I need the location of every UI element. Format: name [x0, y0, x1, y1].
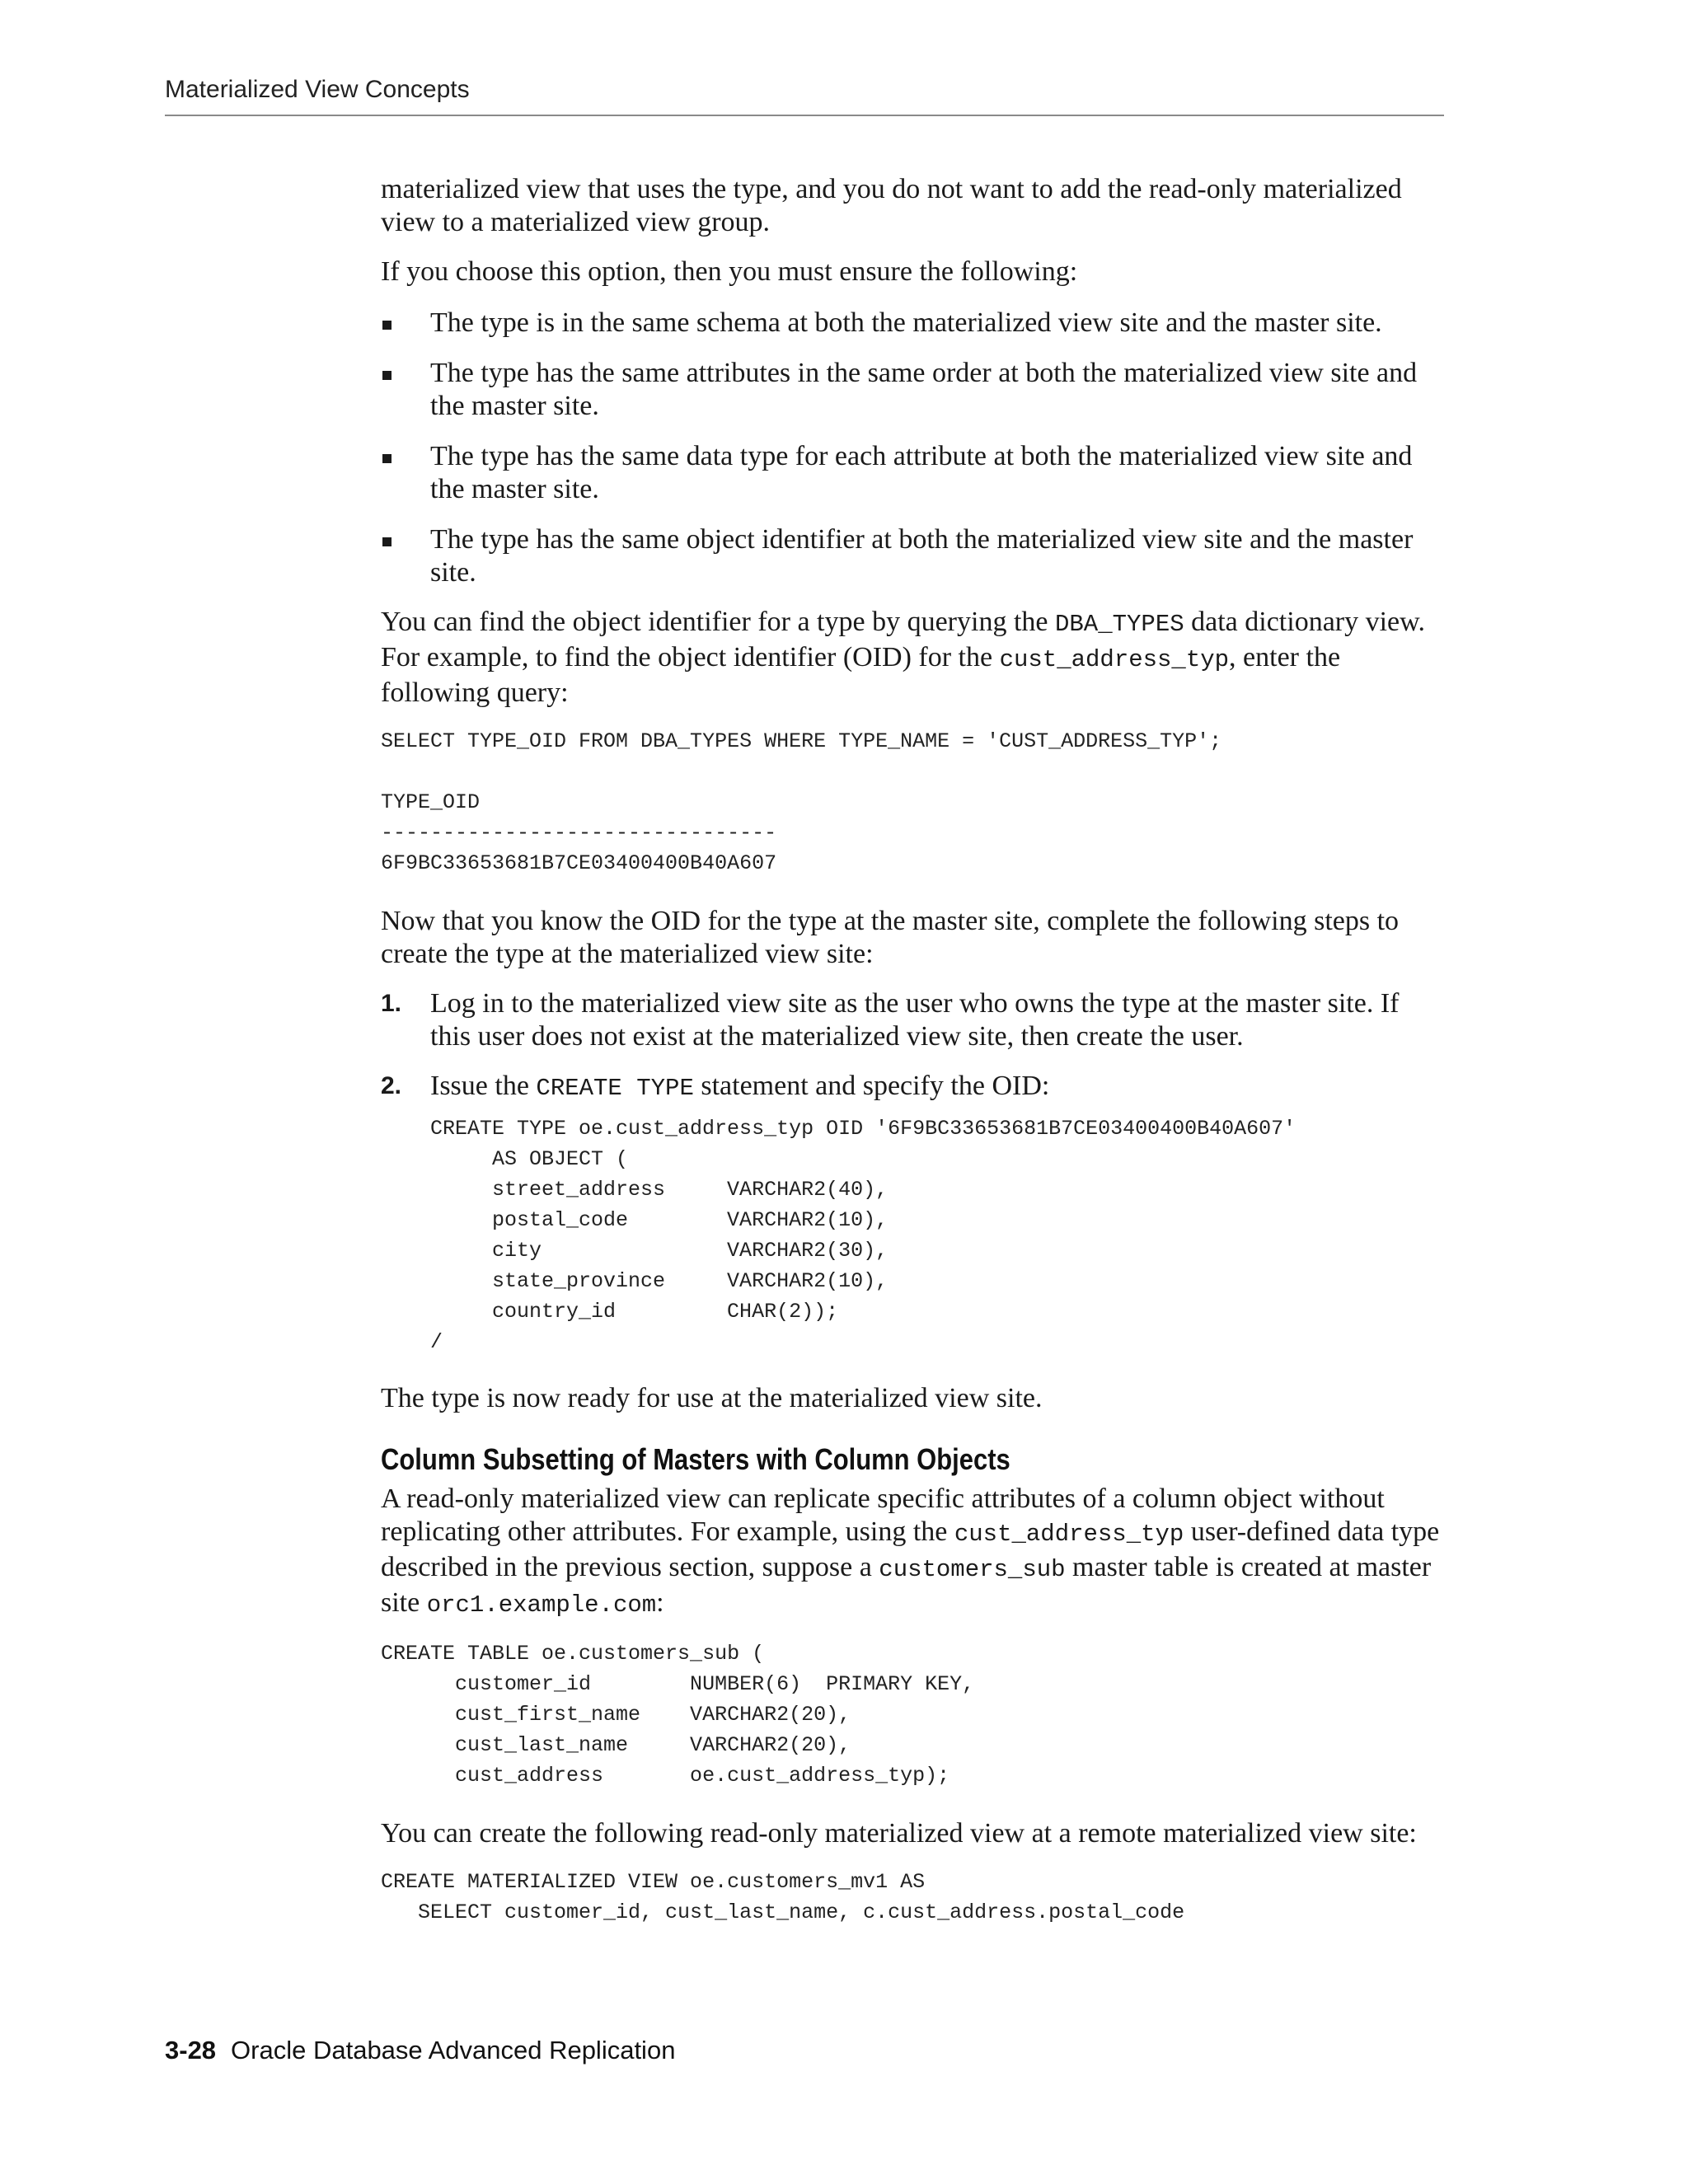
create-mv-paragraph: You can create the following read-only materialized view at a remote materialized view site: — [381, 1818, 1417, 1849]
create-mv-code-block: CREATE MATERIALIZED VIEW oe.customers_mv1 AS SELECT customer_id, cust_last_name, c.cust_address.postal_code — [381, 1870, 1185, 1924]
page-number: 3-28 — [165, 2036, 217, 2064]
header-divider — [165, 115, 1444, 116]
list-item — [381, 307, 1444, 340]
square-bullet-icon — [382, 371, 392, 380]
list-item — [381, 523, 1444, 589]
query-code-block: SELECT TYPE_OID FROM DBA_TYPES WHERE TYPE_NAME = 'CUST_ADDRESS_TYP'; TYPE_OID -------------------------------- 6F9BC33653681B7CE03400400B40A607 — [381, 729, 1222, 875]
square-bullet-icon — [382, 537, 392, 546]
inline-code: cust_address_typ — [954, 1521, 1184, 1548]
step-text: Log in to the materialized view site as the user who owns the type at the master site. If this user does not exist at the materialized view site, then create the user. — [430, 988, 1400, 1052]
step-item — [381, 1070, 1444, 1105]
inline-code: cust_address_typ — [999, 646, 1230, 673]
text-run: : — [656, 1587, 664, 1618]
text-run: , enter the following query: — [381, 642, 1341, 708]
step-number: 2. — [381, 1072, 402, 1099]
square-bullet-icon — [382, 321, 392, 330]
inline-code: orc1.example.com — [426, 1591, 657, 1619]
inline-code: CREATE TYPE — [536, 1075, 694, 1102]
steps-list — [381, 987, 1444, 1105]
ready-paragraph: The type is now ready for use at the materialized view site. — [381, 1383, 1043, 1413]
list-item-text: The type is in the same schema at both the materialized view site and the master site. — [430, 307, 1382, 338]
next-steps-paragraph: Now that you know the OID for the type at the master site, complete the following steps to create the type at the materialized view site: — [381, 906, 1400, 969]
step-item — [381, 987, 1444, 1053]
create-table-code-block: CREATE TABLE oe.customers_sub ( customer_id NUMBER(6) PRIMARY KEY, cust_first_name VARCHAR2(20), cust_last_name VARCHAR2(20), cust_address oe.cust_address_typ); — [381, 1642, 975, 1788]
running-header: Materialized View Concepts — [165, 76, 470, 103]
choose-option-paragraph: If you choose this option, then you must ensure the following: — [381, 256, 1078, 287]
list-item — [381, 357, 1444, 423]
page-body — [381, 173, 1444, 1928]
square-bullet-icon — [382, 454, 392, 463]
text-run: data dictionary view. For example, to find the object identifier (OID) for the — [381, 607, 1425, 673]
list-item-text: The type has the same attributes in the same order at both the materialized view site and the master site. — [430, 358, 1418, 421]
create-type-code-block: CREATE TYPE oe.cust_address_typ OID '6F9BC33653681B7CE03400400B40A607' AS OBJECT ( street_address VARCHAR2(40), postal_code VARCHAR2(10), city VARCHAR2(30), state_province VARCHAR2(10), country_id CHAR(2)); / — [430, 1117, 1296, 1354]
subsetting-paragraph — [381, 1483, 1444, 1622]
find-oid-paragraph — [381, 606, 1444, 710]
section-heading: Column Subsetting of Masters with Column Objects — [381, 1442, 1010, 1476]
text-run: You can find the object identifier for a type by querying the — [381, 607, 1055, 637]
text-run: master table is created at master site — [381, 1552, 1432, 1618]
inline-code: DBA_TYPES — [1055, 611, 1184, 638]
step-number: 1. — [381, 990, 402, 1017]
list-item-text: The type has the same object identifier at both the materialized view site and the master site. — [430, 524, 1414, 588]
page-footer — [165, 2036, 675, 2065]
inline-code: customers_sub — [879, 1556, 1066, 1583]
requirements-list — [381, 307, 1444, 589]
intro-paragraph: materialized view that uses the type, and you do not want to add the read-only materialized view to a materialized view group. — [381, 174, 1402, 237]
text-run: statement and specify the OID: — [693, 1071, 1050, 1101]
list-item-text: The type has the same data type for each attribute at both the materialized view site and the master site. — [430, 441, 1413, 504]
text-run: user-defined data type described in the previous section, suppose a — [381, 1516, 1440, 1582]
list-item — [381, 440, 1444, 506]
text-run: Issue the — [430, 1071, 537, 1101]
text-run: A read-only materialized view can replicate specific attributes of a column object without replicating other attributes. For example, using the — [381, 1483, 1385, 1547]
book-title: Oracle Database Advanced Replication — [231, 2036, 676, 2064]
